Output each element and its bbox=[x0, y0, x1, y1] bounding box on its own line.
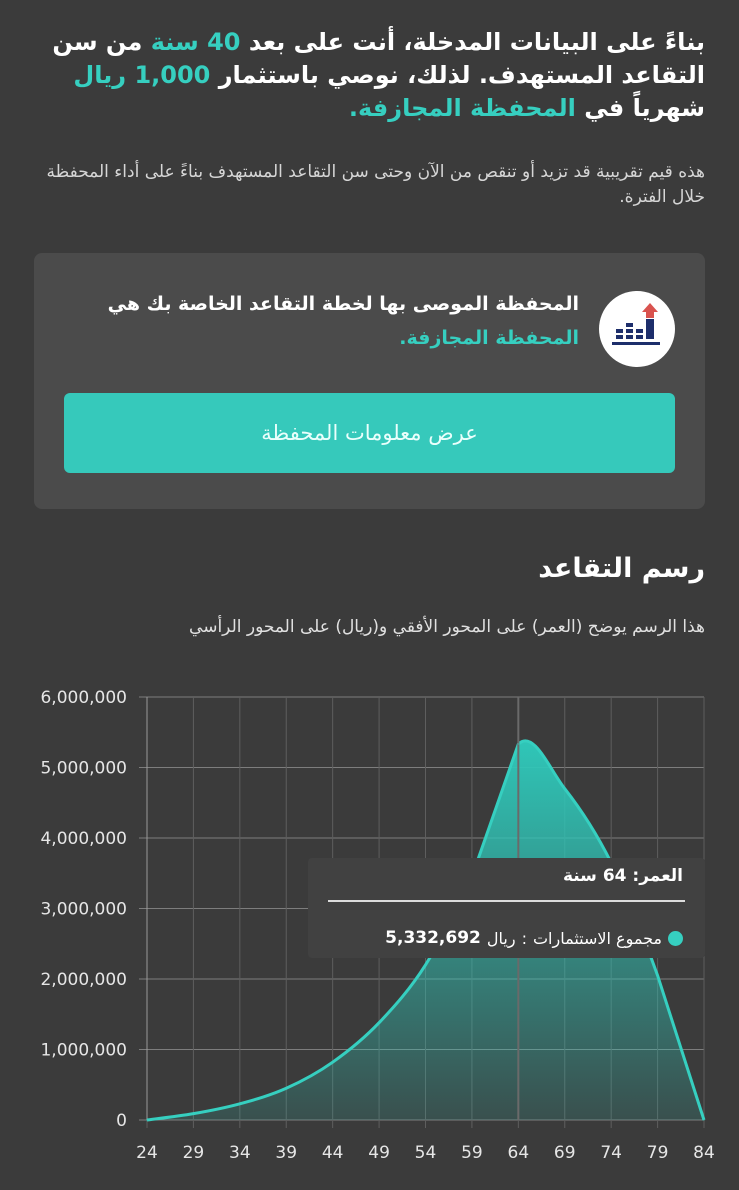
y-tick-label: 1,000,000 bbox=[40, 1040, 127, 1061]
x-tick-label: 49 bbox=[368, 1143, 390, 1163]
data-point bbox=[147, 1120, 148, 1121]
data-point bbox=[239, 1103, 240, 1104]
x-tick-label: 24 bbox=[136, 1143, 158, 1163]
card-title: المحفظة الموصى بها لخطة التقاعد الخاصة بك هي bbox=[107, 293, 579, 315]
series-dot-icon bbox=[668, 931, 683, 946]
x-tick-label: 39 bbox=[275, 1143, 298, 1163]
tooltip-age: العمر: 64 سنة bbox=[562, 866, 683, 886]
x-tick-label: 74 bbox=[600, 1143, 622, 1163]
tooltip-value: 5,332,692 bbox=[385, 928, 481, 948]
years-to-retirement: 40 سنة bbox=[150, 28, 241, 56]
card-portfolio-name: المحفظة المجازفة. bbox=[399, 327, 579, 349]
tooltip-divider bbox=[328, 900, 685, 902]
chart-tooltip bbox=[308, 858, 705, 958]
disclaimer-note: هذه قيم تقريبية قد تزيد أو تنقص من الآن وحتى سن التقاعد المستهدف بناءً على أداء المحفظة خلال الفترة. bbox=[46, 162, 705, 207]
x-tick-label: 69 bbox=[553, 1143, 576, 1163]
y-tick-label: 3,000,000 bbox=[40, 899, 127, 920]
y-tick-label: 4,000,000 bbox=[40, 829, 127, 849]
x-tick-label: 34 bbox=[229, 1143, 251, 1163]
tooltip-row bbox=[328, 928, 683, 948]
x-tick-label: 64 bbox=[507, 1143, 530, 1163]
x-tick-label: 29 bbox=[182, 1143, 205, 1163]
recommendation-text bbox=[34, 26, 705, 125]
tooltip-currency: ريال bbox=[486, 928, 516, 948]
data-point bbox=[286, 1088, 287, 1089]
monthly-amount: 1,000 ريال bbox=[73, 61, 211, 89]
view-portfolio-button[interactable]: عرض معلومات المحفظة bbox=[64, 393, 675, 473]
data-point bbox=[657, 975, 658, 976]
x-tick-label: 44 bbox=[321, 1143, 344, 1163]
tooltip-separator: : bbox=[521, 928, 527, 948]
y-tick-label: 2,000,000 bbox=[40, 970, 127, 990]
data-point bbox=[332, 1062, 333, 1063]
recommendation-part-1: بناءً على البيانات المدخلة، أنت على بعد bbox=[240, 28, 705, 56]
chart-section-title: رسم التقاعد bbox=[538, 553, 705, 584]
recommendation-part-2: من سن التقاعد المستهدف. لذلك، نوصي باستثمار bbox=[52, 28, 705, 89]
data-point bbox=[379, 1022, 380, 1023]
x-tick-label: 79 bbox=[646, 1143, 669, 1163]
data-point bbox=[518, 744, 519, 745]
portfolio-chart-icon bbox=[599, 291, 675, 367]
y-tick-label: 5,000,000 bbox=[40, 758, 127, 779]
x-tick-label: 54 bbox=[414, 1143, 437, 1163]
data-point bbox=[704, 1120, 705, 1121]
portfolio-card bbox=[34, 253, 705, 509]
x-tick-label: 59 bbox=[461, 1143, 483, 1163]
data-point bbox=[425, 964, 426, 965]
recommendation-part-3: شهرياً في bbox=[575, 94, 705, 122]
y-tick-label: 6,000,000 bbox=[40, 688, 127, 708]
recommended-portfolio: المحفظة المجازفة. bbox=[348, 94, 576, 122]
y-tick-label: 0 bbox=[116, 1111, 127, 1131]
card-text bbox=[54, 287, 579, 355]
data-point bbox=[564, 788, 565, 789]
chart-section-description: هذا الرسم يوضح (العمر) على المحور الأفقي و(ريال) على المحور الرأسي bbox=[189, 617, 705, 637]
tooltip-series-label: مجموع الاستثمارات bbox=[532, 928, 662, 948]
data-point bbox=[193, 1113, 194, 1114]
x-tick-label: 84 bbox=[693, 1143, 715, 1163]
